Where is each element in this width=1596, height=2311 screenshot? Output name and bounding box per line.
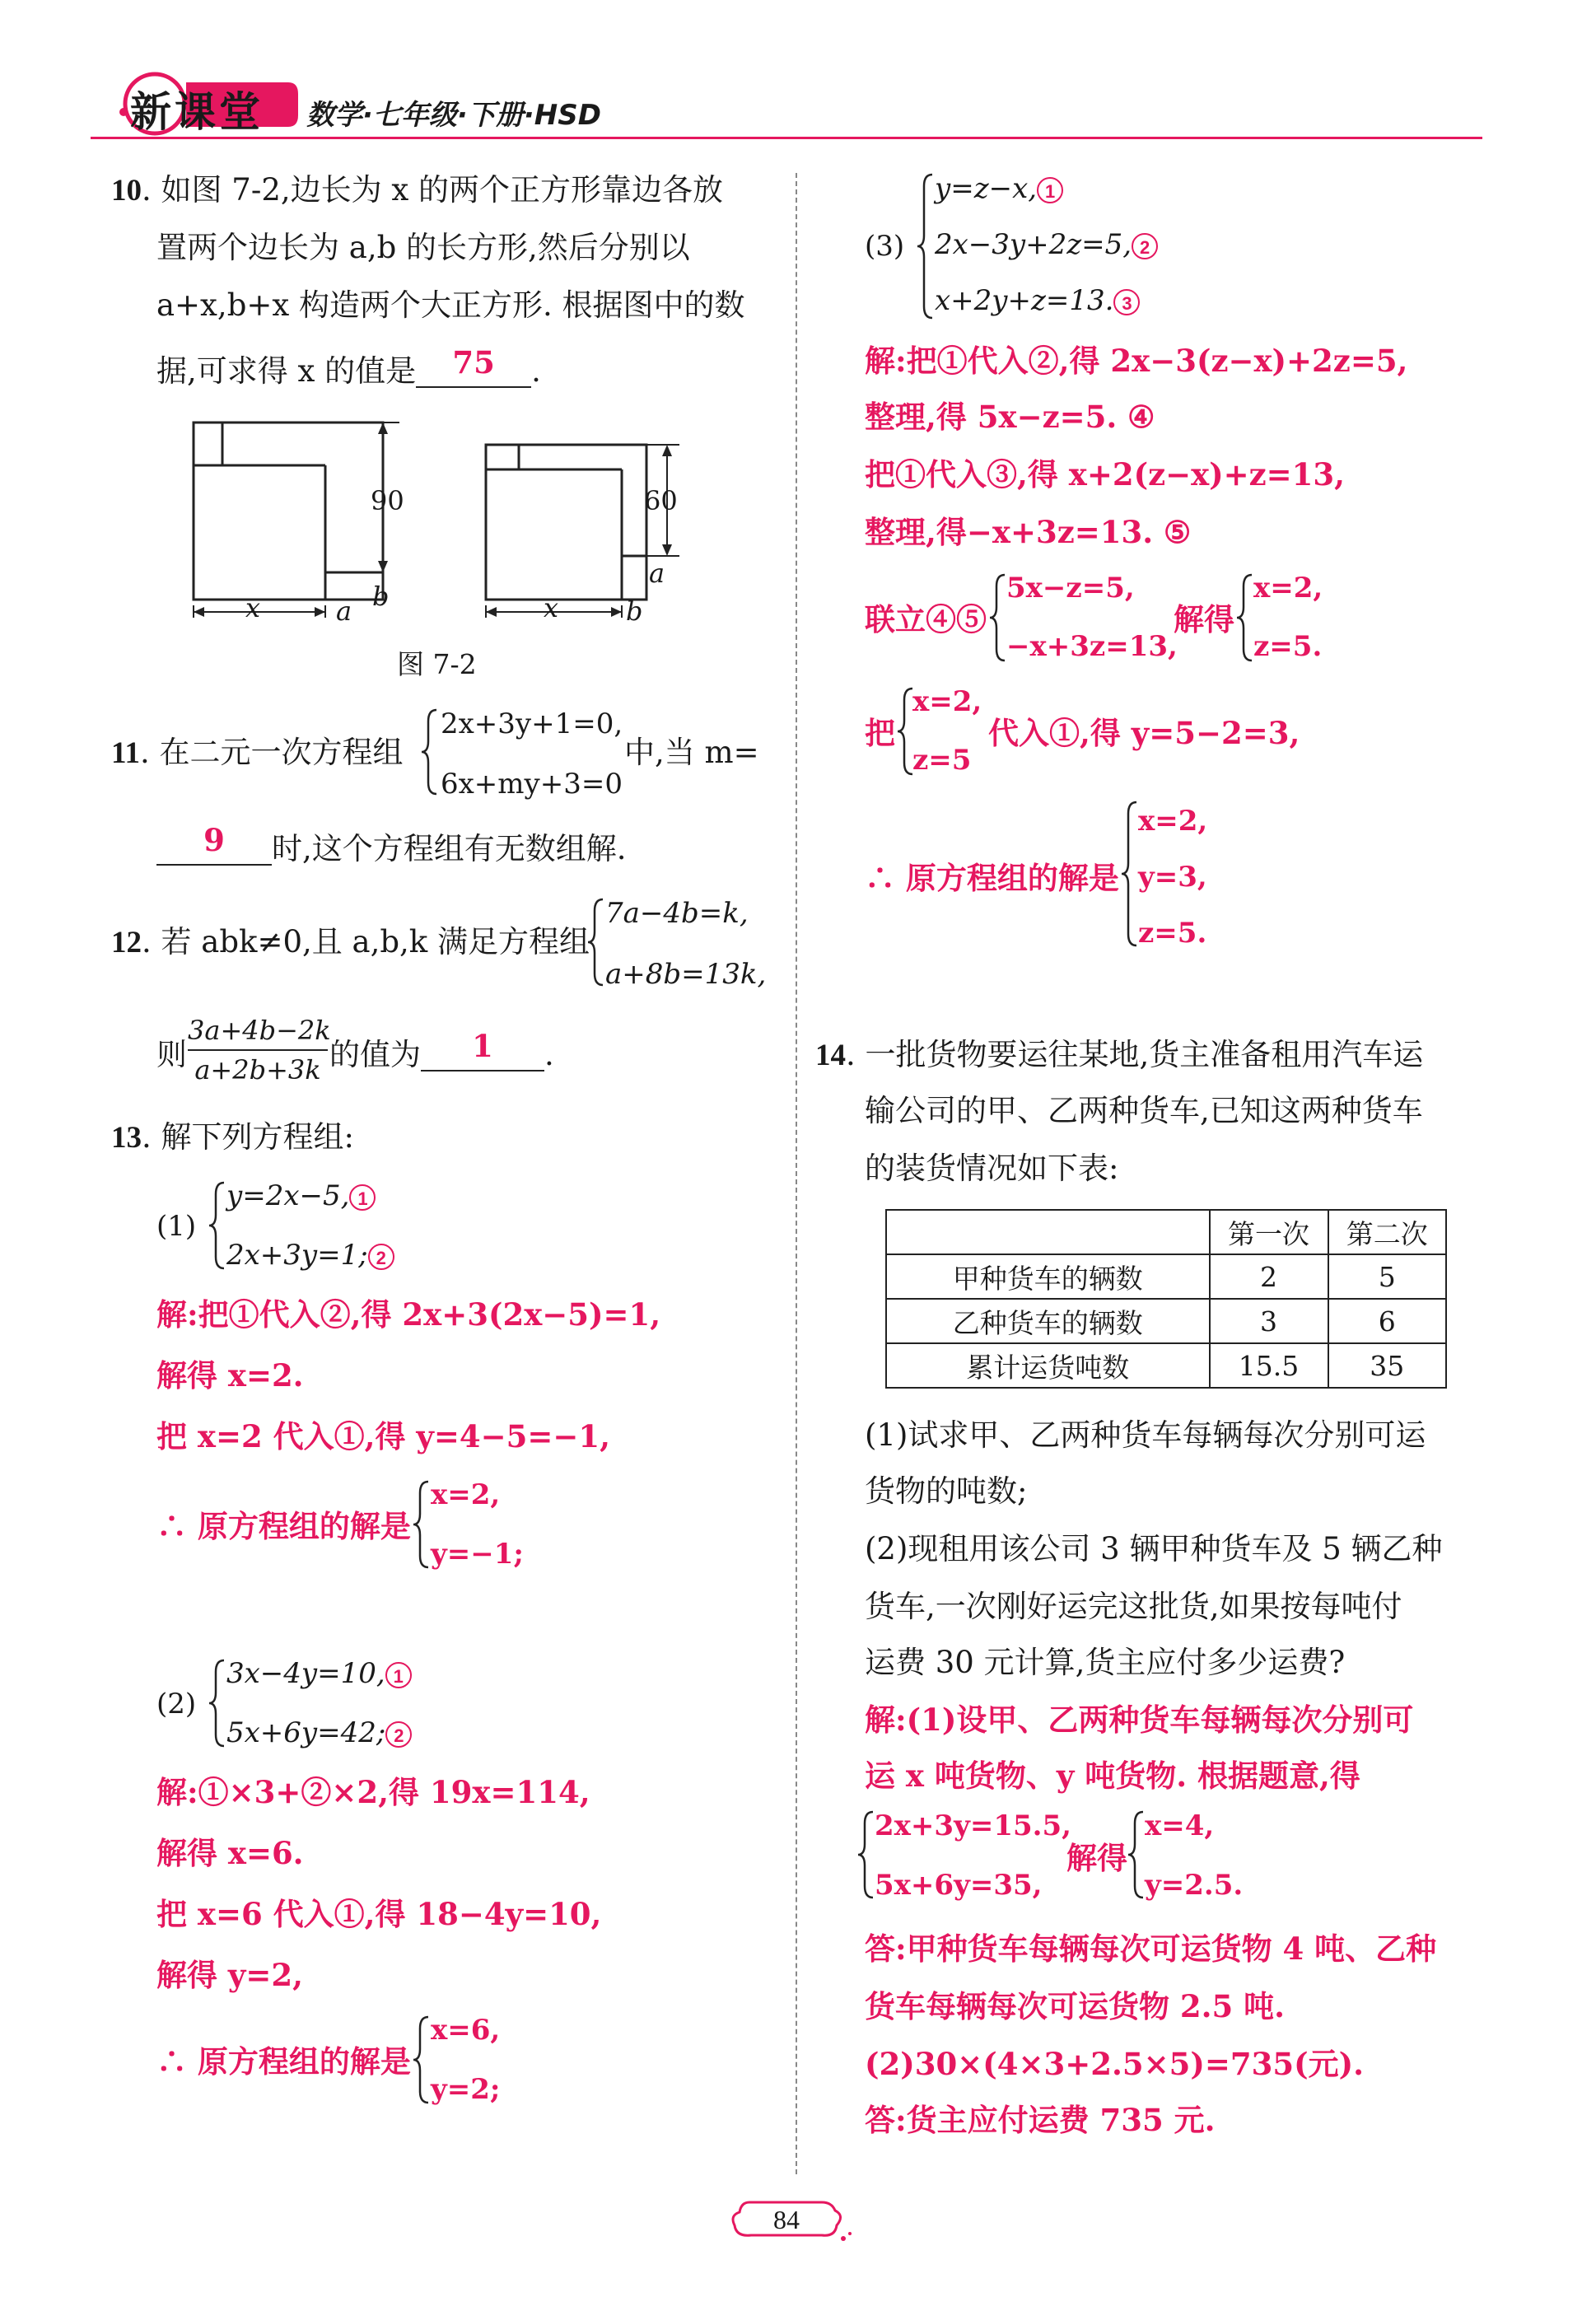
q12-eq2: a+8b=13k, — [605, 958, 767, 991]
q13-p3-s5: 联立④⑤ — [865, 601, 987, 637]
q12-answer: 1 — [472, 1028, 493, 1064]
q13-p3-v2: z=5. — [1253, 630, 1323, 663]
q13-p2-label: (2) — [156, 1688, 197, 1720]
q11-eq2: 6x+my+3=0 — [441, 768, 623, 801]
q11-answer: 9 — [203, 822, 225, 858]
q14-result-brace — [1127, 1809, 1146, 1901]
q10-line2: 置两个边长为 a,b 的长方形,然后分别以 — [156, 230, 690, 265]
table-cell: 第一次 — [1210, 1210, 1328, 1254]
q14-a1: 解:(1)设甲、乙两种货车每辆每次分别可 — [865, 1702, 1414, 1738]
q13-p3-r2: y=3, — [1138, 861, 1207, 894]
q10-answer: 75 — [452, 344, 495, 380]
q13-p2-eq2: 5x+6y=42; 2 — [226, 1719, 412, 1748]
q10-line4: 据,可求得 x 的值是 75 . — [156, 344, 541, 389]
q13-p3-u2: −x+3z=13, — [1006, 630, 1178, 663]
q13-p2-eq1: 3x−4y=10, 1 — [226, 1660, 412, 1688]
q13-p1-r1: x=2, — [431, 1478, 501, 1511]
fig-label-x-right: x — [544, 592, 559, 623]
table-cell: 乙种货车的辆数 — [886, 1299, 1210, 1343]
q12-denominator: a+2b+3k — [194, 1054, 321, 1085]
q13-p3-result-brace — [1120, 799, 1140, 949]
fig-label-90: 90 — [371, 485, 404, 516]
q13-p1-s3: 把 x=2 代入①,得 y=4−5=−1, — [156, 1418, 610, 1454]
q11-line1: 11. 在二元一次方程组 — [111, 735, 404, 770]
q11-brace — [420, 707, 440, 797]
q13-p1-r2: y=−1; — [431, 1538, 524, 1571]
circled-2: 2 — [385, 1721, 412, 1748]
q14-q1b: 货物的吨数; — [865, 1473, 1028, 1509]
q13-p3-s5b: 解得 — [1174, 601, 1234, 637]
q13-p2-s4: 解得 y=2, — [156, 1957, 304, 1993]
q13-p1-label: (1) — [156, 1210, 197, 1243]
q13-p3-brace — [916, 171, 936, 321]
circled-1: 1 — [349, 1184, 376, 1211]
q13-p3-w2: z=5 — [912, 744, 972, 777]
circled-2: 2 — [368, 1244, 394, 1270]
q13-p1-s4: ∴ 原方程组的解是 — [156, 1508, 411, 1544]
table-cell: 3 — [1210, 1299, 1328, 1343]
table-cell — [886, 1210, 1210, 1254]
q13-p1-result-brace — [412, 1478, 432, 1571]
q12-fraction — [188, 1015, 331, 1085]
q12-brace — [586, 896, 606, 988]
q12-line1: 12. 若 abk≠0,且 a,b,k 满足方程组 — [111, 924, 590, 959]
page-number: 84 — [773, 2205, 800, 2234]
fig-label-a-right: a — [649, 558, 665, 589]
q13-p3-s6: 把 — [865, 715, 895, 751]
q14-q2a: (2)现租用该公司 3 辆甲种货车及 5 辆乙种 — [865, 1531, 1443, 1566]
q12-numerator: 3a+4b−2k — [188, 1015, 328, 1051]
q13-p3-eq2: 2x−3y+2z=5, 2 — [935, 231, 1158, 259]
fig-label-b-right: b — [626, 595, 643, 627]
q12-eq1: 7a−4b=k, — [605, 897, 749, 930]
subject-title: 数学·七年级·下册·HSD — [306, 99, 601, 132]
q13-p3-u1: 5x−z=5, — [1006, 572, 1135, 605]
q13-p3-r3: z=5. — [1138, 917, 1207, 950]
q10-line1: 10. 如图 7-2,边长为 x 的两个正方形靠边各放 — [111, 172, 724, 208]
q13-p2-s5: ∴ 原方程组的解是 — [156, 2043, 411, 2080]
q13-p2-brace — [208, 1657, 227, 1749]
q14-q2b: 货车,一次刚好运完这批货,如果按每吨付 — [865, 1589, 1402, 1624]
circled-1: 1 — [1037, 177, 1063, 203]
q13-p3-solve-brace — [1235, 572, 1255, 664]
q13-p1-s1: 解:把①代入②,得 2x+3(2x−5)=1, — [156, 1296, 661, 1333]
q13-p3-label: (3) — [865, 230, 905, 263]
circled-3: 3 — [1113, 289, 1140, 315]
q11-line2: 9 时,这个方程组有无数组解. — [156, 833, 627, 866]
q14-a4: 货车每辆每次可运货物 2.5 吨. — [865, 1988, 1286, 2024]
q13-p3-v1: x=2, — [1253, 572, 1323, 605]
cargo-table — [885, 1209, 1447, 1389]
q13-p3-s2: 整理,得 5x−z=5. ④ — [865, 399, 1155, 435]
q12-then: 则 — [156, 1037, 187, 1072]
q14-solve: 解得 — [1066, 1840, 1127, 1876]
circled-1: 1 — [385, 1662, 412, 1688]
q14-q1a: (1)试求甲、乙两种货车每辆每次分别可运 — [865, 1417, 1426, 1453]
q10-line3: a+x,b+x 构造两个大正方形. 根据图中的数 — [156, 287, 745, 323]
header — [91, 58, 1482, 140]
fig-caption: 图 7-2 — [397, 648, 477, 680]
q14-system-brace — [856, 1809, 876, 1901]
q13-p2-s2: 解得 x=6. — [156, 1835, 304, 1871]
table-cell: 35 — [1328, 1343, 1447, 1388]
table-cell: 6 — [1328, 1299, 1447, 1343]
q11-post: 中,当 m= — [624, 735, 759, 770]
q13-p2-result-brace — [412, 2014, 432, 2106]
table-cell: 第二次 — [1328, 1210, 1447, 1254]
column-divider — [796, 173, 797, 2174]
table-cell: 5 — [1328, 1254, 1447, 1299]
q14-line2: 输公司的甲、乙两种货车,已知这两种货车 — [865, 1093, 1423, 1128]
q14-e1: 2x+3y=15.5, — [875, 1809, 1071, 1842]
table-row — [886, 1299, 1446, 1343]
q13-p1-eq2: 2x+3y=1; 2 — [226, 1241, 394, 1270]
q13-p3-w1: x=2, — [912, 685, 982, 718]
q13-p1-eq1: y=2x−5, 1 — [226, 1182, 376, 1211]
fig-label-60: 60 — [644, 485, 678, 516]
q13-p3-r1: x=2, — [1138, 805, 1208, 838]
q14-line1: 14. 一批货物要运往某地,货主准备租用汽车运 — [815, 1037, 1424, 1072]
table-row — [886, 1343, 1446, 1388]
header-rule — [91, 137, 1482, 139]
q13-p2-s3: 把 x=6 代入①,得 18−4y=10, — [156, 1896, 602, 1932]
table-row — [886, 1254, 1446, 1299]
fig-label-b-left: b — [372, 581, 390, 612]
q13-p3-s4: 整理,得−x+3z=13. ⑤ — [865, 514, 1192, 550]
q14-a6: 答:货主应付运费 735 元. — [865, 2102, 1216, 2138]
q12-post: 的值为 1 . — [329, 1028, 554, 1072]
q13-p2-r2: y=2; — [431, 2073, 501, 2106]
q13-p1-s2: 解得 x=2. — [156, 1357, 304, 1394]
fig-label-a-left: a — [336, 595, 352, 627]
q13-p3-eq3: x+2y+z=13. 3 — [935, 287, 1140, 315]
q14-a5: (2)30×(4×3+2.5×5)=735(元). — [865, 2046, 1365, 2082]
table-cell: 2 — [1210, 1254, 1328, 1299]
q14-a3: 答:甲种货车每辆每次可运货物 4 吨、乙种 — [865, 1931, 1437, 1967]
q13-p2-r1: x=6, — [431, 2014, 501, 2047]
circled-2: 2 — [1132, 233, 1158, 259]
q13-p2-s1: 解:①×3+②×2,得 19x=114, — [156, 1774, 590, 1810]
q13-p3-union-brace — [988, 572, 1008, 664]
q13-p3-s1: 解:把①代入②,得 2x−3(z−x)+2z=5, — [865, 343, 1408, 379]
q11-eq1: 2x+3y+1=0, — [441, 707, 623, 740]
table-cell: 15.5 — [1210, 1343, 1328, 1388]
q14-q2c: 运费 30 元计算,货主应付多少运费? — [865, 1645, 1346, 1680]
q14-line3: 的装货情况如下表: — [865, 1151, 1119, 1186]
q13-p3-s3: 把①代入③,得 x+2(z−x)+z=13, — [865, 456, 1346, 493]
logo-text: 新课堂 — [130, 88, 264, 136]
q13-title: 13. 解下列方程组: — [111, 1119, 354, 1155]
q14-r2: y=2.5. — [1145, 1869, 1244, 1902]
q14-a2: 运 x 吨货物、y 吨货物. 根据题意,得 — [865, 1758, 1360, 1794]
table-cell: 累计运货吨数 — [886, 1343, 1210, 1388]
q14-e2: 5x+6y=35, — [875, 1869, 1043, 1902]
q13-p3-eq1: y=z−x, 1 — [935, 175, 1063, 203]
table-cell: 甲种货车的辆数 — [886, 1254, 1210, 1299]
fig-label-x-left: x — [245, 592, 261, 623]
q13-p1-brace — [208, 1179, 227, 1272]
table-header-row — [886, 1210, 1446, 1254]
q13-p3-s7: ∴ 原方程组的解是 — [865, 860, 1119, 896]
q14-r1: x=4, — [1145, 1809, 1215, 1842]
q13-p3-s6b: 代入①,得 y=5−2=3, — [988, 715, 1300, 751]
